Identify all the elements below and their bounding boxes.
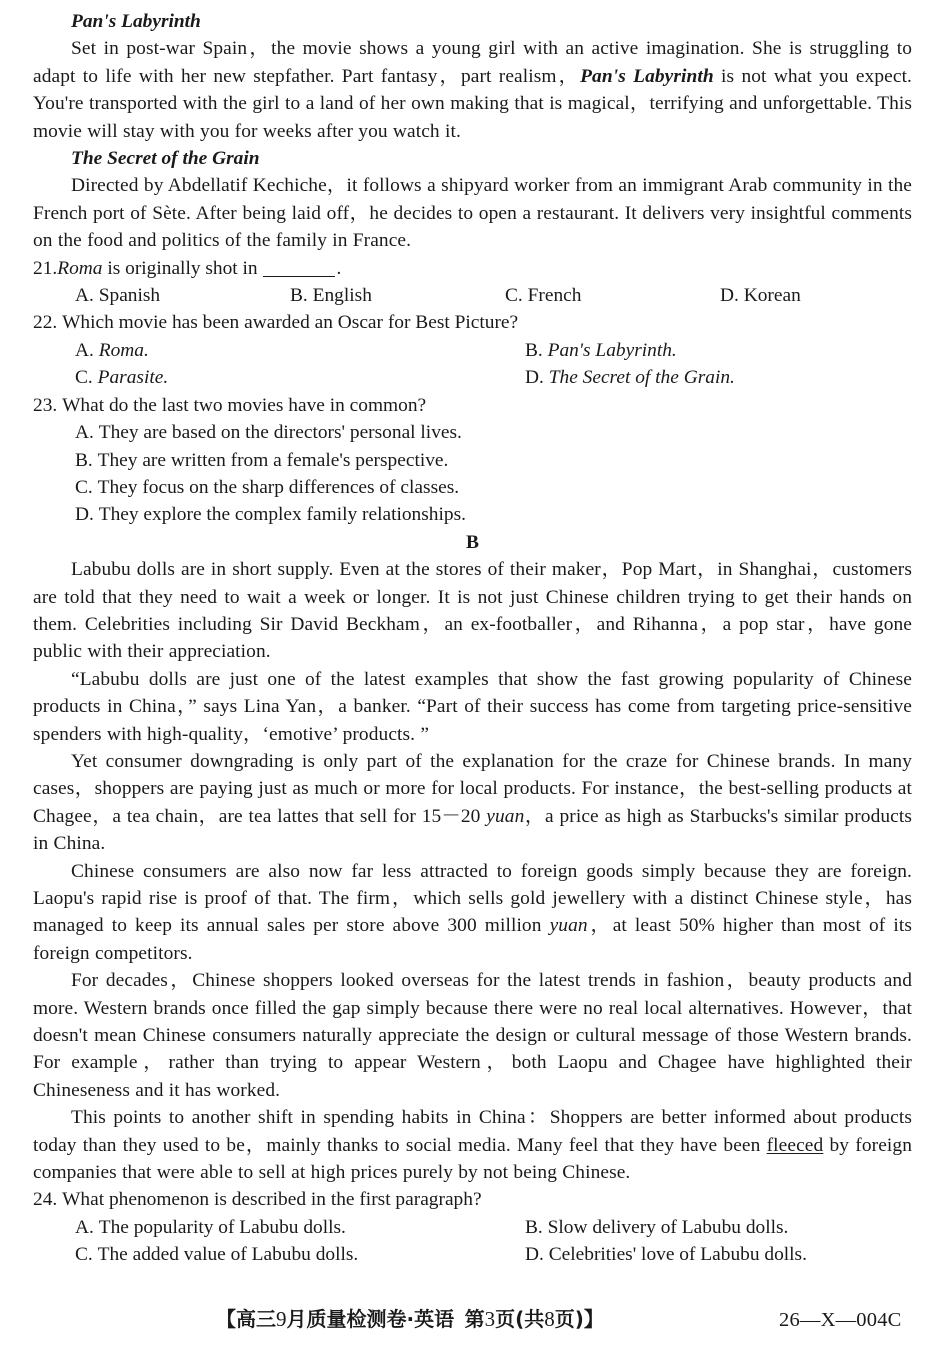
passage-b-paragraph-4: Chinese consumers are also now far less attracted to foreign goods simply because they are foreign. Laopu's rapid rise is proof of that. The firm，which sells gold jewellery with a distinct Chinese style，has managed to keep its annual sales per store above 300 million yuan，at least 50% higher than most of its foreign competitors. xyxy=(33,860,912,964)
question-22-options-row-2 xyxy=(33,364,912,391)
question-22-number: 22. xyxy=(33,312,58,334)
passage-b-paragraph-3: Yet consumer downgrading is only part of the explanation for the craze for Chinese brands. In many cases，shoppers are paying just as much or more for local products. For instance，the best-selling products at Chagee，a tea chain，are tea lattes that sell for 15－20 yuan，a price as high as Starbucks's similar products in China. xyxy=(33,750,912,855)
passage-b-paragraph-1: Labubu dolls are in short supply. Even at the stores of their maker，Pop Mart，in Shanghai，customers are told that they need to wait a week or longer. It is not just Chinese children trying to get their hands on them. Celebrities including Sir David Beckham，an ex-footballer，and Rihanna，a pop star，have gone public with their appreciation. xyxy=(33,559,912,663)
page-content xyxy=(33,8,912,1269)
question-24-number: 24. xyxy=(33,1189,58,1211)
option-21-b[interactable] xyxy=(290,282,505,309)
footer-page-suffix-open: 页(共 xyxy=(495,1307,545,1331)
option-24-b[interactable] xyxy=(525,1214,788,1241)
footer-page-prefix: 第 xyxy=(464,1307,485,1331)
question-24 xyxy=(33,1186,912,1213)
footer-separator-dot: · xyxy=(406,1307,415,1331)
passage-b-paragraph-5: For decades，Chinese shoppers looked overseas for the latest trends in fashion，beauty products and more. Western brands once filled the gap simply because there were no real local alternatives. However，that doesn't mean Chinese consumers naturally appreciate the design or cultural message of those Western brands. For example，rather than trying to appear Western，both Laopu and Chagee have highlighted their Chineseness and it has worked. xyxy=(33,970,912,1101)
question-23-option-a-row xyxy=(33,419,912,446)
option-21-a-text: Spanish xyxy=(98,285,161,307)
footer-paper-code: 26—X—004C xyxy=(779,1309,902,1331)
footer-bracket-open: 【 xyxy=(216,1307,236,1331)
footer-exam-title-part2: 月质量检测卷 xyxy=(286,1307,407,1331)
question-24-options-row-2 xyxy=(33,1241,912,1268)
option-24-d[interactable] xyxy=(525,1241,807,1268)
option-21-a-label: A. xyxy=(75,285,94,307)
option-22-d-suffix: . xyxy=(730,367,735,389)
passage-b-paragraph-6: This points to another shift in spending habits in China：Shoppers are better informed about products today than they used to be，mainly thanks to social media. Many feel that they have been fleeced by foreign companies that were able to sell at high prices purely by not being Chinese. xyxy=(33,1107,913,1184)
option-22-d-label: D. xyxy=(525,367,544,389)
question-23 xyxy=(33,392,912,419)
section-letter-b: B xyxy=(466,531,479,553)
underlined-vocabulary-word: fleeced xyxy=(766,1134,824,1156)
movie-title-secret-of-the-grain: The Secret of the Grain xyxy=(71,148,260,170)
option-23-c-label: C. xyxy=(75,476,93,498)
option-22-b[interactable] xyxy=(525,337,677,364)
footer-page-suffix-close: 页) xyxy=(554,1307,584,1331)
footer-exam-title-part1: 高三 xyxy=(236,1307,276,1331)
question-22 xyxy=(33,309,912,336)
option-21-d[interactable] xyxy=(720,282,801,309)
option-24-c-text: The added value of Labubu dolls. xyxy=(97,1244,359,1266)
footer-exam-month: 9 xyxy=(276,1307,287,1331)
option-22-c-label: C. xyxy=(75,367,93,389)
inline-title-pans-labyrinth: Pan's Labyrinth xyxy=(580,65,714,87)
option-23-c-text: They focus on the sharp differences of classes. xyxy=(97,476,460,498)
option-23-b[interactable] xyxy=(75,447,448,474)
percentage-figure: 50% xyxy=(679,915,715,937)
option-24-d-text: Celebrities' love of Labubu dolls. xyxy=(548,1244,807,1266)
question-23-number: 23. xyxy=(33,394,58,416)
question-21-stem xyxy=(33,255,912,282)
option-24-c-label: C. xyxy=(75,1244,93,1266)
option-23-a-text: They are based on the directors' personal lives. xyxy=(98,422,462,444)
option-22-a[interactable] xyxy=(75,337,525,364)
option-21-c[interactable] xyxy=(505,282,720,309)
option-22-a-text: Roma xyxy=(98,339,144,361)
option-24-a[interactable] xyxy=(75,1214,525,1241)
option-23-b-label: B. xyxy=(75,449,93,471)
option-21-a[interactable] xyxy=(75,282,290,309)
option-22-d-text: The Secret of the Grain xyxy=(548,367,731,389)
footer-bracket-close: 】 xyxy=(583,1307,604,1331)
page-footer xyxy=(0,1302,950,1344)
question-21 xyxy=(33,255,912,282)
option-23-d-label: D. xyxy=(75,504,94,526)
option-21-b-label: B. xyxy=(290,285,308,307)
option-23-a-label: A. xyxy=(75,422,94,444)
paragraph-secret-of-the-grain: Directed by Abdellatif Kechiche，it follows a shipyard worker from an immigrant Arab community in the French port of Sète. After being laid off，he decides to open a restaurant. It delivers very insightful comments on the food and politics of the family in France. xyxy=(33,175,912,252)
option-21-d-text: Korean xyxy=(743,285,801,307)
movie-title-pans-labyrinth: Pan's Labyrinth xyxy=(71,11,201,32)
question-21-options xyxy=(33,282,912,309)
option-24-a-text: The popularity of Labubu dolls. xyxy=(98,1216,346,1238)
option-22-c-text: Parasite xyxy=(97,367,164,389)
question-23-option-c-row xyxy=(33,474,912,501)
option-23-c[interactable] xyxy=(75,474,459,501)
option-23-a[interactable] xyxy=(75,419,462,446)
option-24-b-text: Slow delivery of Labubu dolls. xyxy=(547,1216,789,1238)
passage-b-paragraph-2: “Labubu dolls are just one of the latest examples that show the fast growing popularity of Chinese products in China，” says Lina Yan，a banker. “Part of their success has come from targeting price-sensitive spenders with high-quality，‘emotive’ products. ” xyxy=(33,668,912,745)
question-23-option-b-row xyxy=(33,447,912,474)
question-21-italic-term: Roma xyxy=(57,257,103,279)
annual-sales-figure: 300 million xyxy=(447,915,542,937)
option-24-c[interactable] xyxy=(75,1241,525,1268)
option-21-d-label: D. xyxy=(720,285,739,307)
option-24-a-label: A. xyxy=(75,1216,94,1238)
question-23-option-d-row xyxy=(33,501,912,528)
footer-total-pages: 8 xyxy=(544,1307,555,1331)
option-22-a-suffix: . xyxy=(143,339,149,361)
question-22-options-row-1 xyxy=(33,337,912,364)
question-21-text: is originally shot in xyxy=(102,257,263,279)
option-22-a-label: A. xyxy=(75,339,94,361)
option-22-b-label: B. xyxy=(525,339,543,361)
option-21-c-text: French xyxy=(527,285,582,307)
option-22-b-text: Pan's Labyrinth xyxy=(547,339,672,361)
paragraph-pans-labyrinth: Set in post-war Spain，the movie shows a young girl with an active imagination. She is struggling to adapt to life with her new stepfather. Part fantasy，part realism，Pan's Labyrinth is not what you expect. You're transported with the girl to a land of her own making that is magical，terrifying and unforgettable. This movie will stay with you for weeks after you watch it. xyxy=(33,38,912,142)
option-23-d-text: They explore the complex family relationships. xyxy=(98,504,466,526)
footer-subject: 英语 xyxy=(414,1307,455,1331)
option-21-c-label: C. xyxy=(505,285,523,307)
option-24-d-label: D. xyxy=(525,1244,544,1266)
option-22-c[interactable] xyxy=(75,364,525,391)
price-range: 15－20 xyxy=(421,805,481,827)
currency-term-yuan-2: yuan xyxy=(549,915,588,937)
currency-term-yuan-1: yuan xyxy=(486,805,525,827)
question-24-stem: What phenomenon is described in the first paragraph? xyxy=(62,1189,482,1211)
question-21-number: 21. xyxy=(33,257,58,279)
question-23-stem: What do the last two movies have in common? xyxy=(62,394,427,416)
option-24-b-label: B. xyxy=(525,1216,543,1238)
footer-page-number: 3 xyxy=(484,1307,496,1331)
option-22-b-suffix: . xyxy=(671,339,677,361)
option-22-c-suffix: . xyxy=(163,367,169,389)
answer-blank[interactable] xyxy=(263,276,335,277)
option-23-b-text: They are written from a female's perspective. xyxy=(97,449,449,471)
option-21-b-text: English xyxy=(312,285,372,307)
question-24-options-row-1 xyxy=(33,1214,912,1241)
question-21-period: . xyxy=(336,257,342,279)
option-23-d[interactable] xyxy=(75,501,466,528)
option-22-d[interactable] xyxy=(525,364,735,391)
question-22-stem: Which movie has been awarded an Oscar for Best Picture? xyxy=(62,312,519,334)
footer-exam-label xyxy=(216,1302,604,1336)
